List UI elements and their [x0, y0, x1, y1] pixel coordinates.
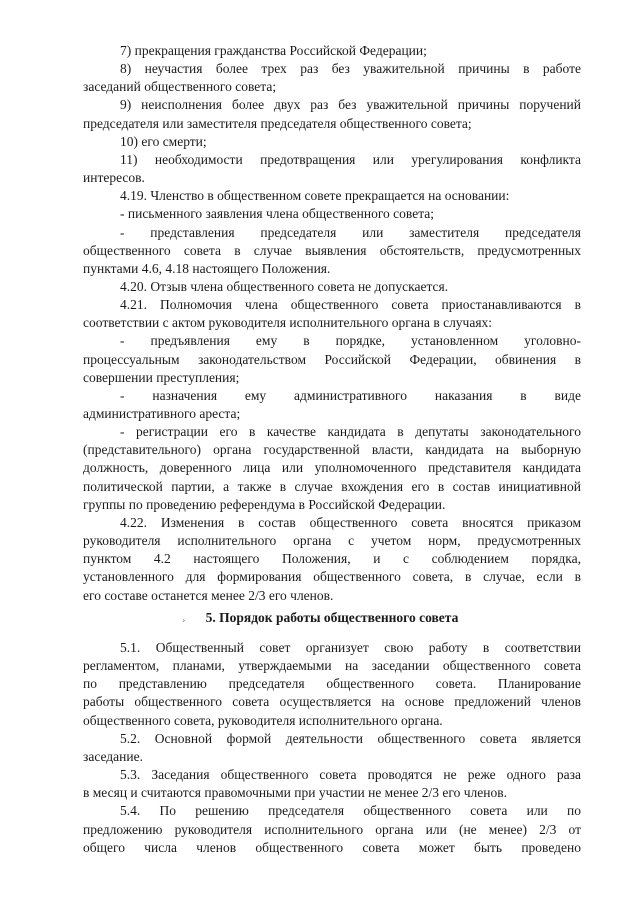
text-line: политической партии, а также в случае вхождения его в состав инициативной: [83, 478, 581, 494]
text-line: общественного совета, руководителя исполнительного органа.: [83, 712, 443, 728]
text-line: 5.3. Заседания общественного совета проводятся не реже одного раза: [120, 767, 581, 783]
text-line: руководителя исполнительного органа с учетом норм, предусмотренных: [83, 533, 581, 549]
text-line: - письменного заявления члена общественного совета;: [120, 206, 435, 222]
text-line: процессуальным законодательством Российской Федерации, обвинения в: [83, 351, 581, 367]
text-line: 5.2. Основной формой деятельности общественного совета является: [120, 730, 581, 746]
text-line: общественного совета в случае выявления обстоятельств, предусмотренных: [83, 242, 581, 258]
text-line: 5.4. По решению председателя общественного совета или по: [120, 803, 581, 819]
section-heading: 5. Порядок работы общественного совета: [205, 610, 459, 625]
text-line: установленного для формирования общественного совета, в случае, если в: [83, 569, 581, 585]
text-line: 4.21. Полномочия члена общественного совета приостанавливаются в: [120, 297, 581, 313]
text-line: председателя или заместителя председателя общественного совета;: [83, 115, 472, 131]
text-line: соответствии с актом руководителя исполнительного органа в случаях:: [83, 315, 493, 331]
text-line: заседаний общественного совета;: [83, 79, 277, 95]
text-line: 4.22. Изменения в состав общественного совета вносятся приказом: [120, 514, 581, 530]
scan-mark: ¸: [182, 611, 186, 622]
text-line: предложению руководителя исполнительного органа или (не менее) 2/3 от: [83, 821, 581, 837]
text-line: (представительного) органа государственной власти, кандидата на выборную: [83, 442, 581, 458]
text-line: работы общественного совета осуществляется на основе предложений членов: [83, 694, 581, 710]
text-line: - представления председателя или заместителя председателя: [120, 224, 581, 240]
text-line: интересов.: [83, 170, 145, 186]
text-line: - предъявления ему в порядке, установленном уголовно-: [120, 333, 581, 349]
text-line: группы по проведению референдума в Российской Федерации.: [83, 496, 446, 512]
text-line: заседание.: [83, 748, 143, 764]
text-line: совершении преступления;: [83, 369, 240, 385]
text-line: 4.19. Членство в общественном совете прекращается на основании:: [120, 188, 510, 204]
text-line: 7) прекращения гражданства Российской Федерации;: [120, 43, 427, 58]
text-line: по представлению председателя общественного совета. Планирование: [83, 676, 581, 692]
text-line: регламентом, планами, утверждаемыми на заседании общественного совета: [83, 658, 581, 674]
text-line: 4.20. Отзыв члена общественного совета не допускается.: [120, 278, 449, 294]
text-line: 5.1. Общественный совет организует свою работу в соответствии: [120, 640, 581, 655]
text-line: его составе останется менее 2/3 его членов.: [83, 587, 334, 603]
text-line: пунктом 4.2 настоящего Положения, и с соблюдением порядка,: [83, 551, 581, 567]
text-line: в месяц и считаются правомочными при участии не менее 2/3 его членов.: [83, 785, 507, 801]
text-line: должность, доверенного лица или уполномоченного представителя кандидата: [83, 460, 581, 476]
text-line: 10) его смерти;: [120, 133, 207, 149]
text-line: 9) неисполнения более двух раз без уважительной причины поручений: [120, 97, 581, 113]
text-line: административного ареста;: [83, 406, 241, 421]
text-line: - назначения ему административного наказания в виде: [120, 387, 581, 403]
text-line: 8) неучастия более трех раз без уважительной причины в работе: [120, 61, 581, 77]
text-line: общего числа членов общественного совета может быть проведено: [83, 839, 581, 855]
text-line: - регистрации его в качестве кандидата в депутаты законодательного: [120, 424, 581, 440]
text-line: пунктами 4.6, 4.18 настоящего Положения.: [83, 260, 331, 276]
text-line: 11) необходимости предотвращения или урегулирования конфликта: [120, 151, 581, 167]
